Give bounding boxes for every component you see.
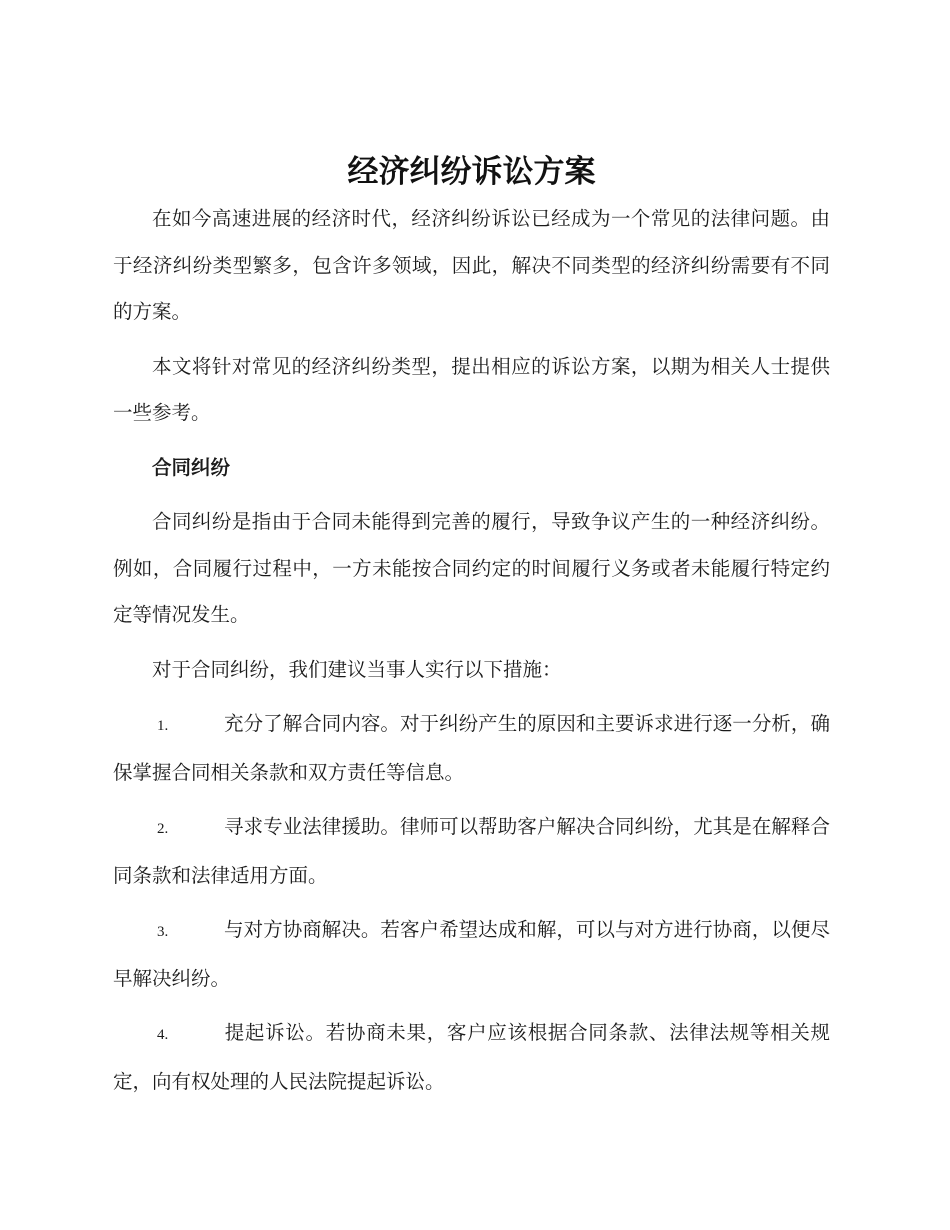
section-paragraph: 合同纠纷是指由于合同未能得到完善的履行，导致争议产生的一种经济纠纷。例如，合同履行过程中，一方未能按合同约定的时间履行义务或者未能履行特定约定等情况发生。	[113, 510, 830, 626]
list-item-number: 4.	[157, 1027, 169, 1043]
list-item	[113, 907, 830, 1002]
section-paragraph: 对于合同纠纷，我们建议当事人实行以下措施：	[152, 657, 562, 681]
intro-paragraph: 本文将针对常见的经济纠纷类型，提出相应的诉讼方案，以期为相关人士提供一些参考。	[113, 354, 830, 424]
list-item-text: 充分了解合同内容。对于纠纷产生的原因和主要诉求进行逐一分析，确保掌握合同相关条款和双方责任等信息。	[113, 712, 830, 784]
list-item	[113, 701, 830, 796]
list-item-text: 与对方协商解决。若客户希望达成和解，可以与对方进行协商，以便尽早解决纠纷。	[113, 918, 830, 990]
document-page	[113, 150, 830, 1113]
list-item-text: 提起诉讼。若协商未果，客户应该根据合同条款、法律法规等相关规定，向有权处理的人民法院提起诉讼。	[113, 1021, 830, 1093]
intro-paragraph: 在如今高速进展的经济时代，经济纠纷诉讼已经成为一个常见的法律问题。由于经济纠纷类型繁多，包含许多领域，因此，解决不同类型的经济纠纷需要有不同的方案。	[113, 207, 830, 323]
list-item-number: 2.	[157, 821, 169, 837]
list-item-number: 1.	[157, 718, 169, 734]
list-item	[113, 804, 830, 899]
document-title: 经济纠纷诉讼方案	[347, 154, 596, 190]
list-item-number: 3.	[157, 924, 169, 940]
section-heading: 合同纠纷	[152, 455, 231, 479]
list-item-text: 寻求专业法律援助。律师可以帮助客户解决合同纠纷，尤其是在解释合同条款和法律适用方面。	[113, 815, 830, 887]
list-item	[113, 1010, 830, 1105]
